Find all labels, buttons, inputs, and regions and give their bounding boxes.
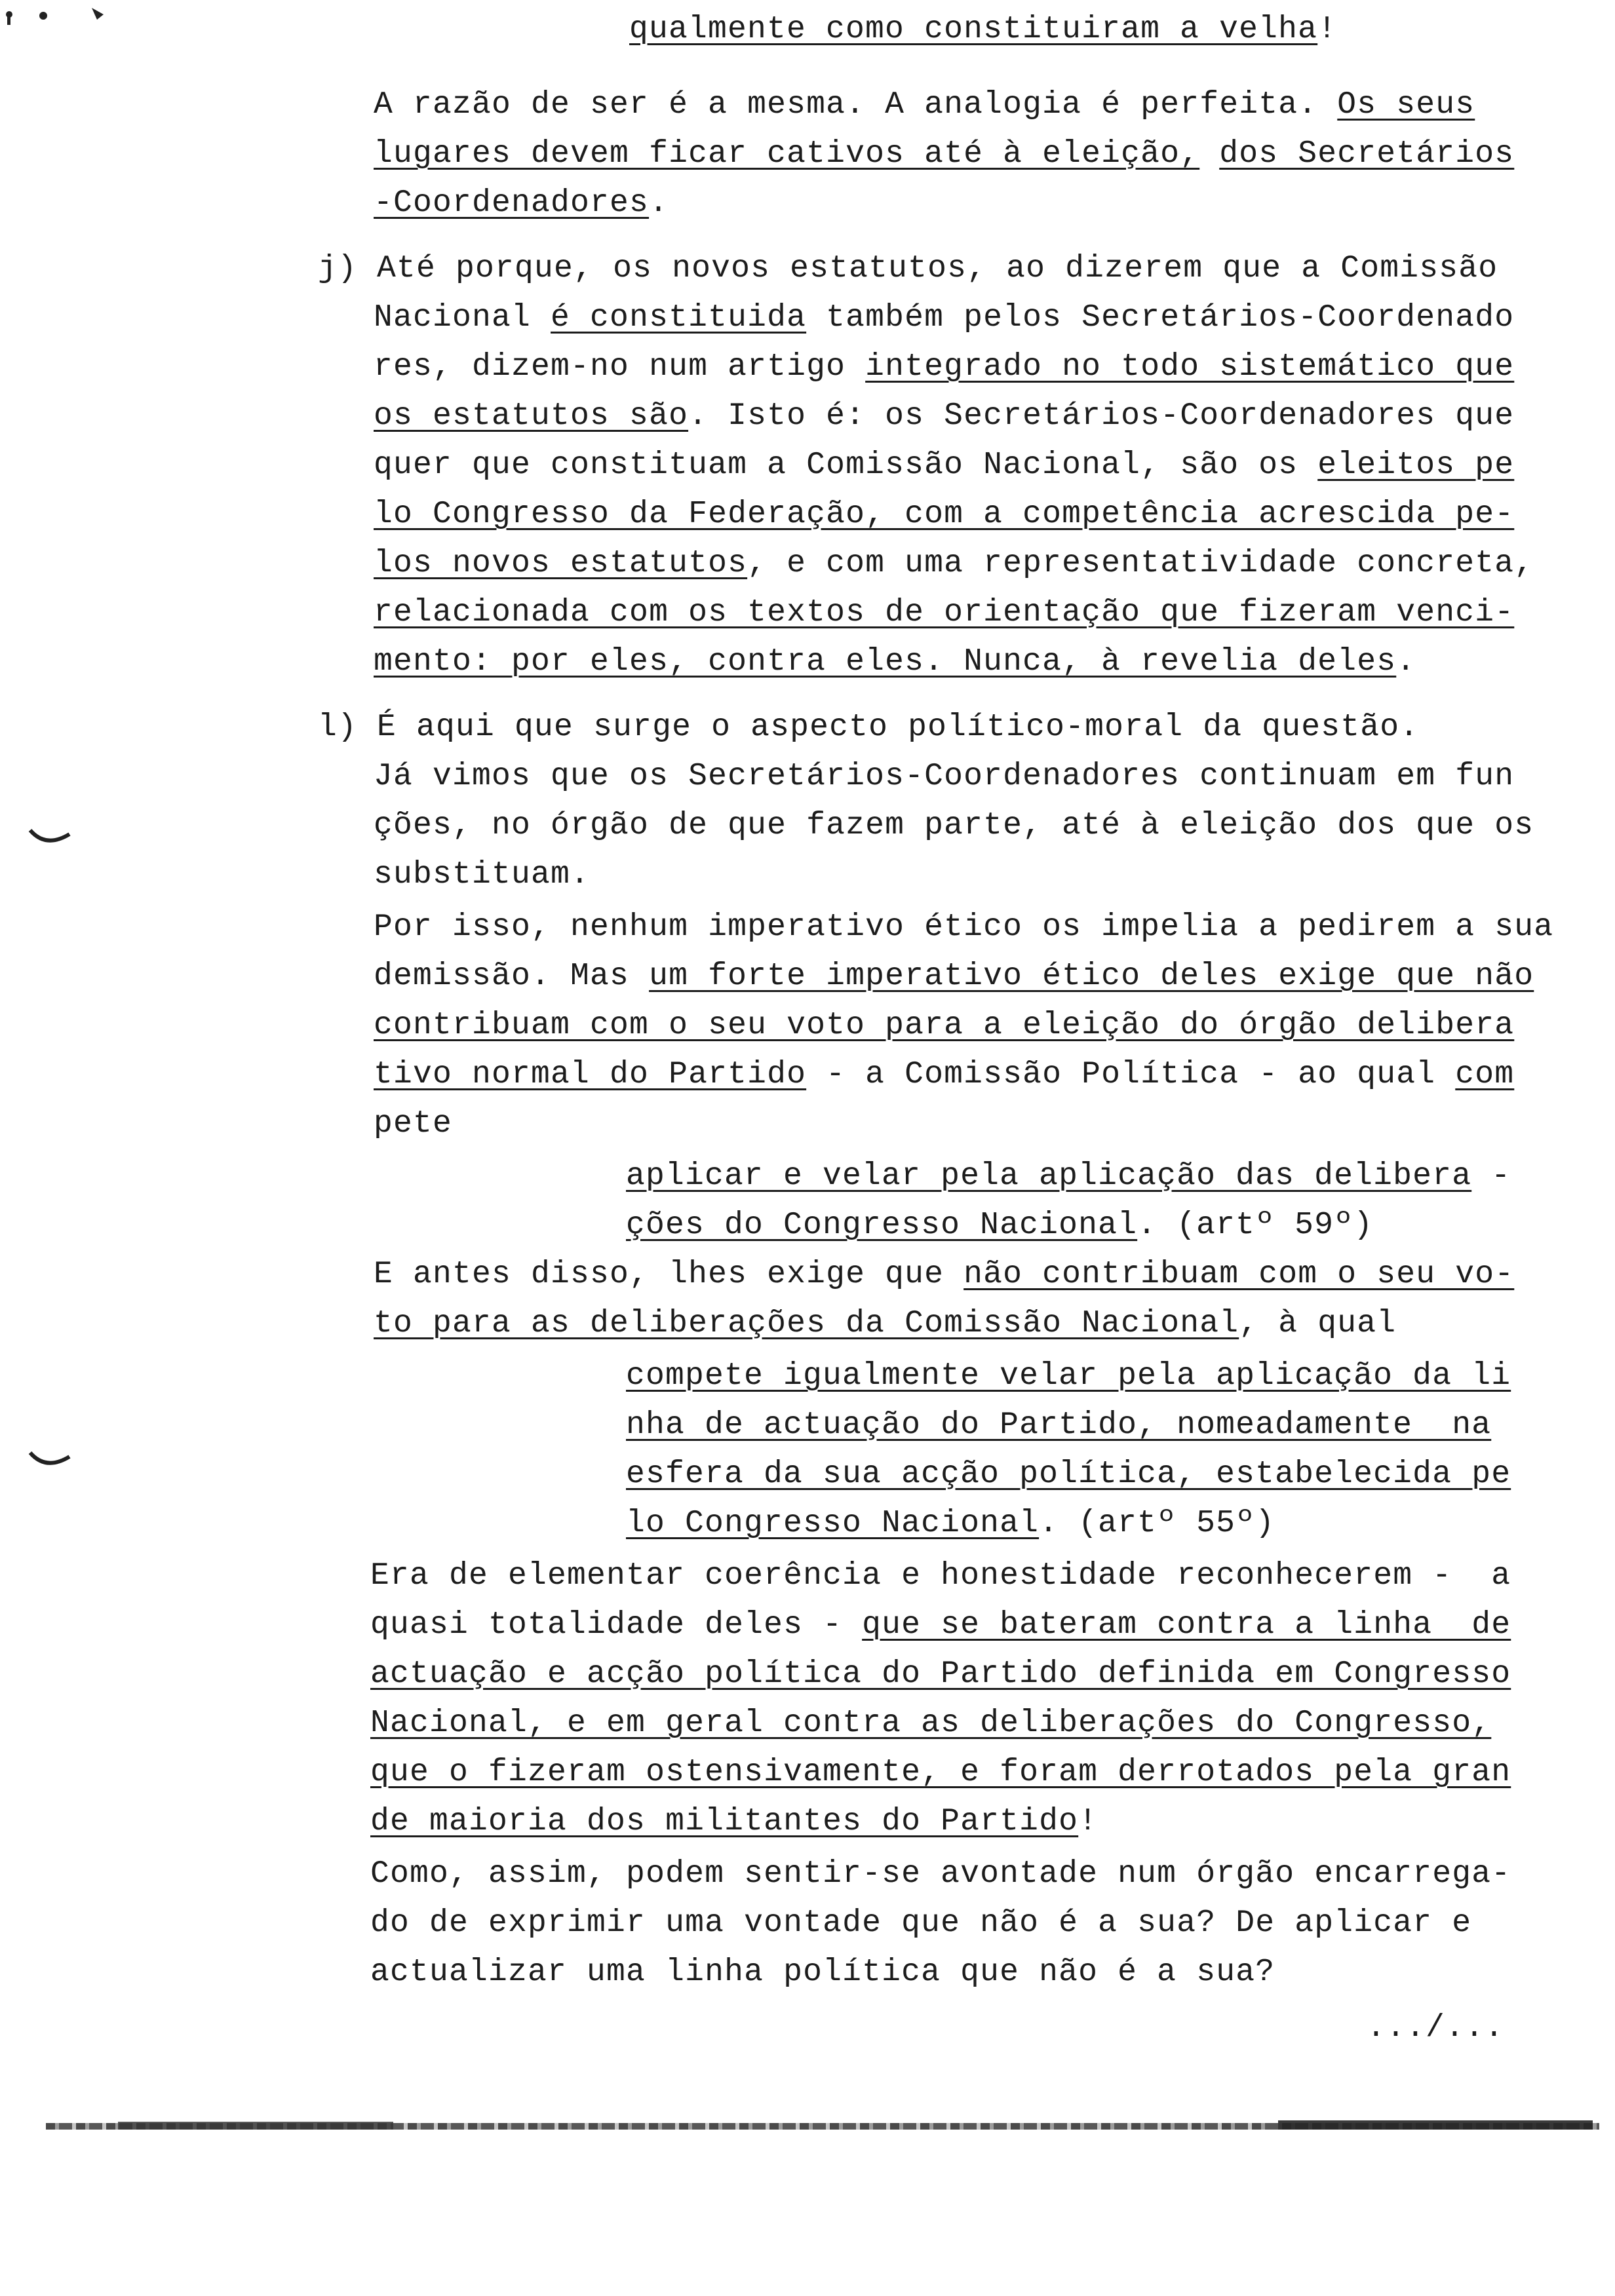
underlined-text: compete igualmente velar pela aplicação da li	[626, 1358, 1511, 1394]
scan-speck-marks	[0, 0, 131, 33]
text-line	[374, 298, 1514, 337]
underlined-text: um forte imperativo ético deles exige que não	[649, 959, 1534, 994]
underlined-text: -Coordenadores	[374, 185, 650, 221]
text-line	[374, 495, 1514, 534]
text-line	[374, 134, 1514, 174]
text-segment: Nacional	[374, 300, 551, 335]
text-line	[374, 757, 1514, 796]
text-line	[370, 1655, 1511, 1694]
text-segment: .../...	[1367, 2010, 1505, 2046]
text-segment: E antes disso, lhes exige que	[374, 1257, 964, 1292]
text-segment: Por isso, nenhum imperativo ético os impelia a pedirem a sua	[374, 909, 1554, 945]
text-line	[626, 1157, 1511, 1196]
scan-edge-shadow-left	[118, 2122, 393, 2130]
text-line	[374, 544, 1534, 583]
text-line	[370, 1605, 1511, 1645]
text-line	[374, 446, 1514, 485]
text-segment: demissão. Mas	[374, 959, 650, 994]
scan-edge-shadow-dark	[1278, 2120, 1593, 2130]
underlined-text: to para as deliberações da Comissão Nacional	[374, 1306, 1239, 1341]
text-line	[370, 1953, 1275, 1992]
text-line	[626, 1455, 1511, 1494]
text-line	[374, 1055, 1514, 1094]
text-line	[374, 1304, 1396, 1343]
underlined-text: é constituida	[551, 300, 807, 335]
text-segment: Já vimos que os Secretários-Coordenadores continuam em fun	[374, 759, 1515, 794]
underlined-text: lugares devem ficar cativos até à eleição,	[374, 136, 1200, 172]
text-line	[374, 957, 1534, 996]
text-segment: l) É aqui que surge o aspecto político-moral da questão.	[318, 710, 1420, 745]
text-segment: , à qual	[1239, 1306, 1397, 1341]
text-segment: Como, assim, podem sentir-se avontade num órgão encarrega-	[370, 1856, 1511, 1892]
underlined-text: de maioria dos militantes do Partido	[370, 1804, 1079, 1839]
text-line	[374, 855, 590, 894]
text-line	[374, 1255, 1514, 1294]
text-segment: !	[1317, 12, 1338, 47]
underlined-text: que o fizeram ostensivamente, e foram derrotados pela gran	[370, 1755, 1511, 1790]
text-segment: - a Comissão Política - ao qual	[806, 1057, 1456, 1092]
text-line	[374, 85, 1475, 124]
text-segment: A razão de ser é a mesma. A analogia é perfeita.	[374, 87, 1338, 123]
text-line	[629, 10, 1337, 49]
underlined-text: actuação e acção política do Partido definida em Congresso	[370, 1656, 1511, 1692]
underlined-text: nha de actuação do Partido, nomeadamente na	[626, 1407, 1492, 1443]
underlined-text: Nacional, e em geral contra as deliberações do Congresso,	[370, 1706, 1492, 1741]
text-line	[374, 1006, 1514, 1045]
underlined-text: lo Congresso Nacional	[626, 1506, 1040, 1541]
text-segment: . (artº 55º)	[1039, 1506, 1275, 1541]
underlined-text: os estatutos são	[374, 398, 689, 434]
text-line	[374, 593, 1514, 632]
text-line	[374, 806, 1534, 845]
text-line	[374, 642, 1416, 681]
text-segment: !	[1078, 1804, 1099, 1839]
underlined-text: dos Secretários	[1219, 136, 1515, 172]
punch-hole-mark-lower	[26, 1445, 79, 1478]
text-line	[374, 347, 1514, 387]
underlined-text: qualmente como constituiram a velha	[629, 12, 1318, 47]
text-segment: res, dizem-no num artigo	[374, 349, 866, 385]
text-line	[318, 708, 1419, 747]
text-line	[374, 183, 669, 223]
punch-hole-mark-upper	[26, 822, 79, 855]
text-line	[370, 1802, 1098, 1841]
underlined-text: esfera da sua acção política, estabelecida pe	[626, 1457, 1511, 1492]
text-segment: também pelos Secretários-Coordenado	[806, 300, 1515, 335]
text-line	[374, 1104, 452, 1143]
text-segment: pete	[374, 1106, 453, 1141]
text-line	[370, 1904, 1471, 1943]
text-line	[370, 1854, 1511, 1894]
text-segment	[1199, 136, 1219, 172]
text-line	[626, 1406, 1491, 1445]
underlined-text: não contribuam com o seu vo-	[963, 1257, 1515, 1292]
text-segment: quer que constituam a Comissão Nacional, são os	[374, 448, 1318, 483]
text-segment: Era de elementar coerência e honestidade reconhecerem - a	[370, 1558, 1511, 1594]
underlined-text: Os seus	[1337, 87, 1475, 123]
underlined-text: relacionada com os textos de orientação que fizeram venci-	[374, 595, 1515, 630]
page-continuation-mark	[1367, 2008, 1504, 2048]
text-segment: -	[1471, 1158, 1511, 1194]
text-segment: .	[649, 185, 669, 221]
text-segment: quasi totalidade deles -	[370, 1607, 863, 1643]
underlined-text: que se bateram contra a linha de	[862, 1607, 1511, 1643]
underlined-text: mento: por eles, contra eles. Nunca, à revelia deles	[374, 644, 1397, 679]
underlined-text: integrado no todo sistemático que	[865, 349, 1515, 385]
underlined-text: lo Congresso da Federação, com a competência acrescida pe-	[374, 497, 1515, 532]
underlined-text: eleitos pe	[1317, 448, 1515, 483]
text-segment: actualizar uma linha política que não é a sua?	[370, 1955, 1275, 1990]
text-segment: substituam.	[374, 857, 591, 892]
text-segment: , e com uma representatividade concreta,	[747, 546, 1534, 581]
text-segment: j) Até porque, os novos estatutos, ao dizerem que a Comissão	[318, 251, 1498, 286]
text-segment: .	[1396, 644, 1416, 679]
underlined-text: aplicar e velar pela aplicação das delibera	[626, 1158, 1472, 1194]
text-line	[370, 1704, 1491, 1743]
underlined-text: com	[1455, 1057, 1515, 1092]
text-line	[318, 249, 1498, 288]
text-segment: do de exprimir uma vontade que não é a sua? De aplicar e	[370, 1905, 1472, 1941]
text-line	[374, 396, 1514, 436]
text-line	[370, 1753, 1511, 1792]
underlined-text: contribuam com o seu voto para a eleição do órgão delibera	[374, 1008, 1515, 1043]
underlined-text: tivo normal do Partido	[374, 1057, 807, 1092]
text-line	[626, 1504, 1275, 1543]
text-segment: . (artº 59º)	[1137, 1208, 1374, 1243]
text-segment: . Isto é: os Secretários-Coordenadores que	[688, 398, 1515, 434]
underlined-text: los novos estatutos	[374, 546, 748, 581]
text-line	[370, 1556, 1511, 1596]
text-segment: ções, no órgão de que fazem parte, até à eleição dos que os	[374, 808, 1534, 843]
text-line	[374, 908, 1553, 947]
text-line	[626, 1356, 1511, 1396]
text-line	[626, 1206, 1373, 1245]
underlined-text: ções do Congresso Nacional	[626, 1208, 1138, 1243]
